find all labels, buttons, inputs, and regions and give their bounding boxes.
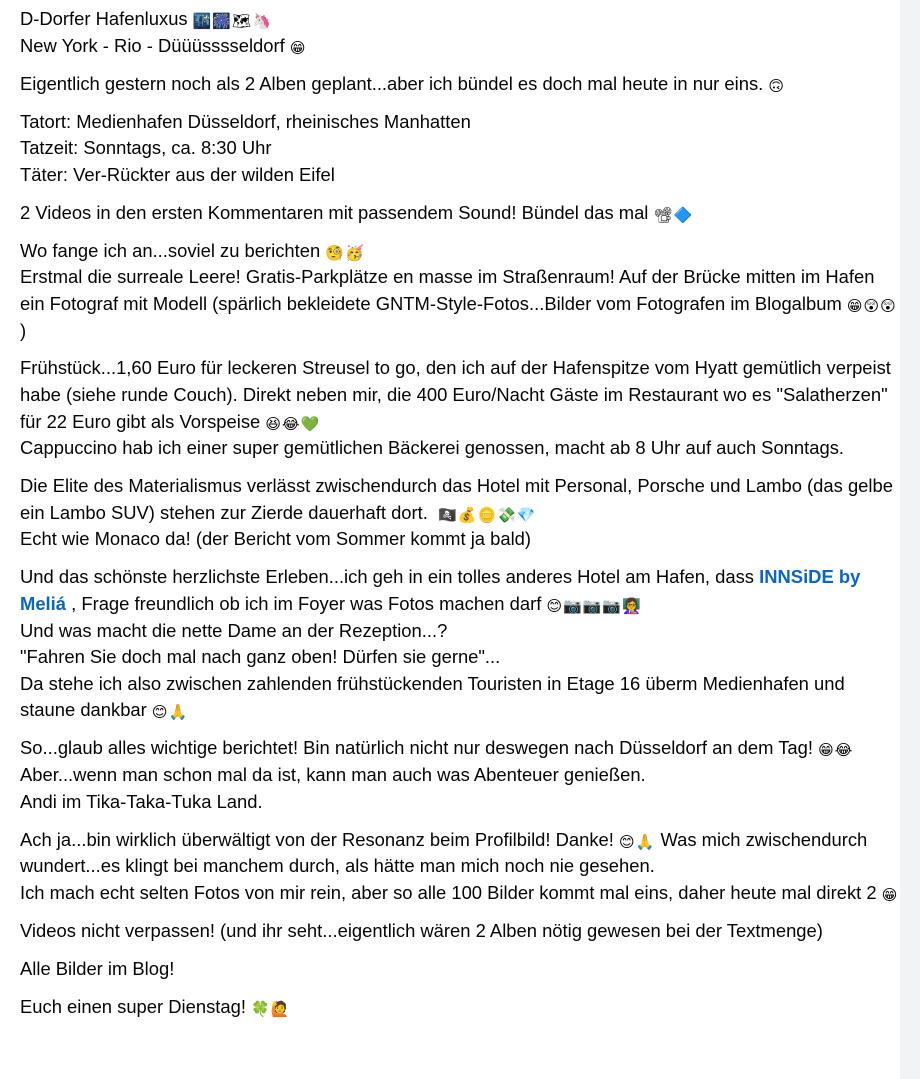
paragraph-breakfast: Frühstück...1,60 Euro für leckeren Streusel to go, den ich auf der Hafenspitze vom Hyatt gemütlich verpeist habe (siehe runde Couch). Direkt neben mir, die 400 Euro/Nacht Gäste im Restaurant wo es "Salatherzen" für 22 Euro gibt als Vorspeise 😆😂💚 Cappuccino hab ich einer super gemütlichen Bäckerei genossen, macht ab 8 Uhr auf auch Sonntags. <box>20 357 891 459</box>
camera-diamond-emoji: 📽🔷 <box>653 205 694 224</box>
tatzeit-line: Tatzeit: Sonntags, ca. 8:30 Uhr <box>20 137 272 159</box>
paragraph-summary: So...glaub alles wichtige berichtet! Bin natürlich nicht nur deswegen nach Düsseldorf an dem Tag! 😁😂 Aber...wenn man schon mal da ist, kann man auch was Abenteuer genießen. Andi im Tika-Taka-Tuka Land. <box>20 737 854 812</box>
smile-pray-emoji-2: 😊🙏 <box>619 832 656 851</box>
clover-raising-hand-emoji: 🍀🙋 <box>251 999 291 1018</box>
paragraph-videos-reminder: Videos nicht verpassen! (und ihr seht...eigentlich wären 2 Alben nötig gewesen bei der Textmenge) <box>20 919 823 941</box>
paragraph-hotel: Und das schönste herzlichste Erleben...ich geh in ein tolles anderes Hotel am Hafen, dass INNSiDE by Meliá , Frage freundlich ob ich im Foyer was Fotos machen darf 😊📷📷📷👩‍🏫 Und was macht die nette Dame an der Rezeption...? "Fahren Sie doch mal nach ganz oben! Dürfen sie gerne"... Da stehe ich also zwischen zahlenden frühstückenden Touristen in Etage 16 überm Medienhafen und staune dankbar 😊🙏 <box>20 566 861 722</box>
paragraph-videos: 2 Videos in den ersten Kommentaren mit passendem Sound! Bündel das mal 📽🔷 <box>20 201 694 224</box>
paragraph-intro: Eigentlich gestern noch als 2 Alben geplant...aber ich bündel es doch mal heute in nur eins. 🙃 <box>20 72 786 95</box>
monocle-party-emoji: 🧐🥳 <box>325 243 365 262</box>
skyline-fireworks-map-unicorn-emoji: 🌃🎆🗺🦄 <box>192 12 272 30</box>
tatort-line: Tatort: Medienhafen Düsseldorf, rheinisches Manhatten <box>20 110 471 132</box>
paragraph-elite: Die Elite des Materialismus verlässt zwischendurch das Hotel mit Personal, Porsche und Lambo (das gelbe ein Lambo SUV) stehen zur Zierde dauerhaft dort. 🏴‍☠️💰🪙💸💎 Echt wie Monaco da! (der Bericht vom Sommer kommt ja bald) <box>20 475 893 550</box>
grin-emoji-2: 😁 <box>881 885 899 904</box>
paragraph-tatort <box>20 109 900 189</box>
pirate-money-gem-emoji: 🏴‍☠️💰🪙💸💎 <box>438 505 537 524</box>
post-title: D-Dorfer Hafenluxus <box>20 8 188 29</box>
grin-joy-emoji: 😁😂 <box>818 741 854 760</box>
paragraph-closing: Euch einen super Dienstag! 🍀🙋 <box>20 995 291 1018</box>
smile-pray-emoji: 😊🙏 <box>151 703 189 722</box>
paragraph-title <box>20 6 900 59</box>
paragraph-story-start: Wo fange ich an...soviel zu berichten 🧐🥳 Erstmal die surreale Leere! Gratis-Parkplätze en masse im Straßenraum! Auf der Brücke mitten im Hafen ein Fotograf mit Modell (spärlich bekleidete GNTM-Style-Fotos...Bilder vom Fotografen im Blogalbum 😁😲😲) <box>20 239 897 341</box>
paragraph-profile: Ach ja...bin wirklich überwältigt von der Resonanz beim Profilbild! Danke! 😊🙏 Was mich zwischendurch wundert...es klingt bei manchem durch, als hätte man mich noch nie gesehen. Ich mach echt selten Fotos von mir rein, aber so alle 100 Bilder kommt mal eins, daher heute mal direkt 2 😁 <box>20 828 899 904</box>
taeter-line: Täter: Ver-Rückter aus der wilden Eifel <box>20 163 335 185</box>
smile-camera-emoji: 😊📷📷📷👩‍🏫 <box>546 597 642 616</box>
upside-down-face-emoji: 🙃 <box>768 76 786 95</box>
grin-astonished-emoji: 😁😲😲 <box>846 296 897 315</box>
grin-emoji: 😁 <box>289 38 307 57</box>
laughing-green-heart-emoji: 😆😂💚 <box>265 414 321 433</box>
post-subtitle: New York - Rio - Düüüsssseldorf <box>20 34 285 56</box>
paragraph-blog: Alle Bilder im Blog! <box>20 957 175 979</box>
mention-link-innside[interactable]: INNSiDE by Meliá <box>20 566 861 615</box>
page-edge <box>900 0 920 1079</box>
